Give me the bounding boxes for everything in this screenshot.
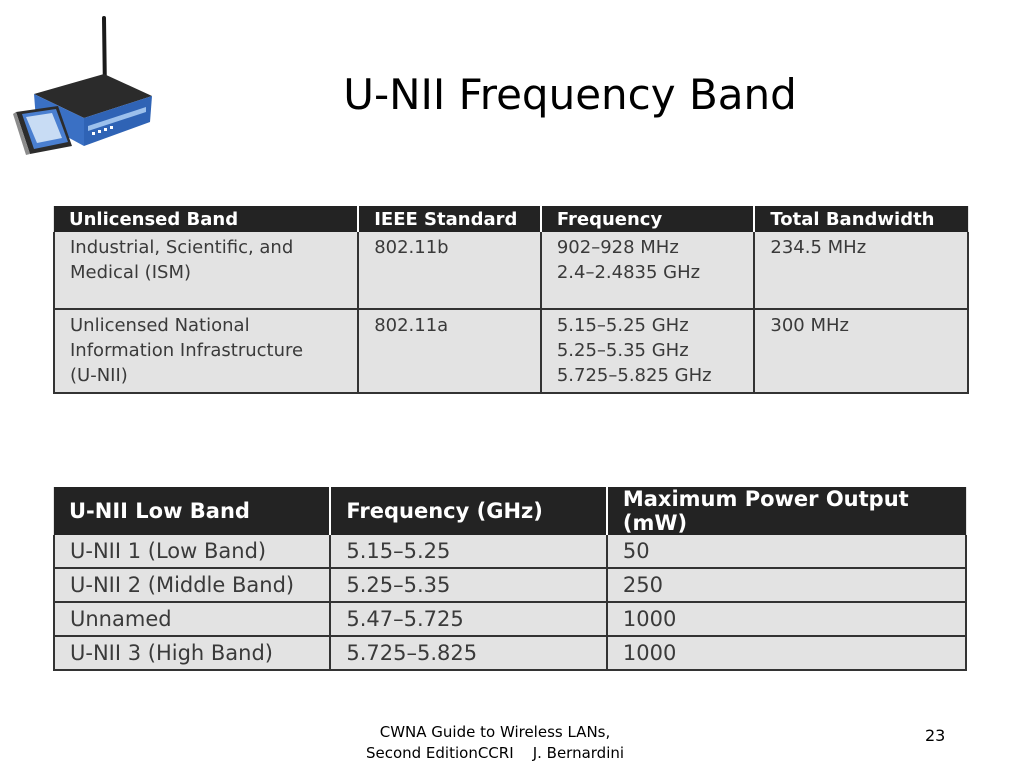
footer-credit xyxy=(300,722,690,764)
cell-frequency: 5.725–5.825 xyxy=(330,636,606,670)
column-header-frequency: Frequency xyxy=(541,206,755,232)
column-header-unii-low-band: U-NII Low Band xyxy=(54,487,330,535)
cell-band: U-NII 2 (Middle Band) xyxy=(54,568,330,602)
cell-frequency-line: 2.4–2.4835 GHz xyxy=(556,262,701,283)
cell-band xyxy=(54,232,358,309)
cell-band: U-NII 1 (Low Band) xyxy=(54,535,330,568)
cell-band-line: Information Infrastructure xyxy=(70,340,304,361)
column-header-frequency-ghz: Frequency (GHz) xyxy=(330,487,606,535)
cell-band: Unnamed xyxy=(54,602,330,636)
cell-band-line: Medical (ISM) xyxy=(70,262,191,283)
slide-title: U-NII Frequency Band xyxy=(343,70,797,119)
table-row xyxy=(54,232,968,309)
cell-frequency xyxy=(541,232,755,309)
cell-power: 50 xyxy=(607,535,966,568)
table-header-row xyxy=(54,206,968,232)
cell-power: 1000 xyxy=(607,636,966,670)
cell-band-line: (U-NII) xyxy=(70,365,128,386)
table-row xyxy=(54,636,966,670)
cell-standard: 802.11b xyxy=(358,232,541,309)
cell-frequency: 5.25–5.35 xyxy=(330,568,606,602)
table-row xyxy=(54,602,966,636)
cell-frequency xyxy=(541,309,755,393)
table-row xyxy=(54,309,968,393)
cell-band xyxy=(54,309,358,393)
cell-frequency-line: 5.25–5.35 GHz xyxy=(556,340,689,361)
cell-power: 1000 xyxy=(607,602,966,636)
cell-standard: 802.11a xyxy=(358,309,541,393)
cell-frequency-line: 5.725–5.825 GHz xyxy=(556,365,712,386)
unii-bands-table xyxy=(53,487,967,671)
table-header-row xyxy=(54,487,966,535)
cell-bandwidth: 234.5 MHz xyxy=(754,232,968,309)
unlicensed-bands-table xyxy=(53,206,969,394)
cell-frequency: 5.15–5.25 xyxy=(330,535,606,568)
column-header-unlicensed-band: Unlicensed Band xyxy=(54,206,358,232)
cell-bandwidth: 300 MHz xyxy=(754,309,968,393)
cell-frequency-line: 902–928 MHz xyxy=(556,237,679,258)
table-row xyxy=(54,568,966,602)
cell-power: 250 xyxy=(607,568,966,602)
footer-line: Second EditionCCRI J. Bernardini xyxy=(365,744,625,762)
footer-line: CWNA Guide to Wireless LANs, xyxy=(379,723,611,741)
column-header-ieee-standard: IEEE Standard xyxy=(358,206,541,232)
page-number: 23 xyxy=(925,726,946,745)
cell-frequency-line: 5.15–5.25 GHz xyxy=(556,315,689,336)
cell-band-line: Unlicensed National xyxy=(70,315,250,336)
column-header-total-bandwidth: Total Bandwidth xyxy=(754,206,968,232)
table-row xyxy=(54,535,966,568)
cell-band: U-NII 3 (High Band) xyxy=(54,636,330,670)
cell-band-line: Industrial, Scientific, and xyxy=(70,237,294,258)
column-header-max-power: Maximum Power Output (mW) xyxy=(607,487,966,535)
cell-frequency: 5.47–5.725 xyxy=(330,602,606,636)
